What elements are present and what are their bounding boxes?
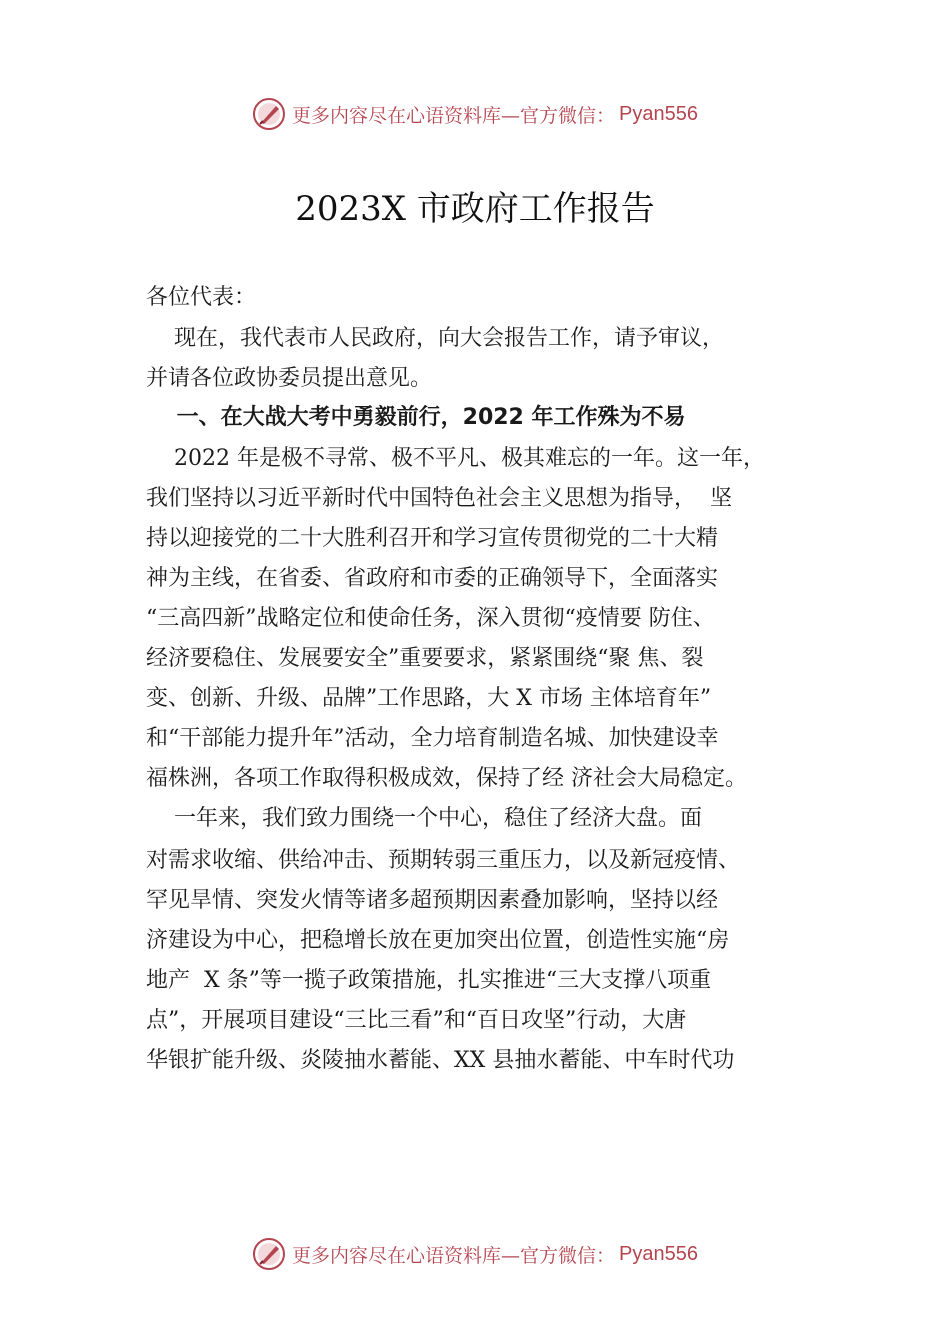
footer-banner: [0, 1234, 950, 1274]
banner-wechat-id: Pyan556: [619, 1242, 698, 1265]
banner-wechat-id: Pyan556: [619, 102, 698, 125]
body-line: 地产 X 条”等一揽子政策措施，扎实推进“三大支撑八项重: [146, 968, 712, 993]
body-line: 我们坚持以习近平新时代中国特色社会主义思想为指导， 坚: [146, 486, 732, 511]
body-line: 变、创新、升级、品牌”工作思路，大 X 市场 主体培育年”: [146, 686, 712, 711]
quill-logo-icon: [252, 97, 286, 131]
body-line: 现在，我代表市人民政府，向大会报告工作，请予审议，: [146, 326, 724, 351]
salutation: 各位代表：: [146, 285, 257, 310]
body-line: 神为主线，在省委、省政府和市委的正确领导下，全面落实: [146, 566, 719, 591]
body-line: 福株洲，各项工作取得积极成效，保持了经 济社会大局稳定。: [146, 766, 747, 791]
banner-text: 更多内容尽在心语资料库—官方微信：: [292, 104, 616, 127]
body-line: 持以迎接党的二十大胜利召开和学习宣传贯彻党的二十大精: [146, 526, 719, 551]
body-line: 经济要稳住、发展要安全”重要要求，紧紧围绕“聚 焦、裂: [146, 646, 704, 671]
page-title: 2023X 市政府工作报告: [295, 189, 655, 229]
body-line: 点”，开展项目建设“三比三看”和“百日攻坚”行动，大唐: [146, 1008, 687, 1033]
section-heading: 一、在大战大考中勇毅前行，2022 年工作殊为不易: [146, 405, 686, 430]
quill-logo-icon: [252, 1237, 286, 1271]
body-line: “三高四新”战略定位和使命任务，深入贯彻“疫情要 防住、: [146, 606, 715, 631]
body-line: 罕见旱情、突发火情等诸多超预期因素叠加影响，坚持以经: [146, 888, 719, 913]
body-line: 一年来，我们致力围绕一个中心，稳住了经济大盘。面: [146, 806, 702, 831]
body-line: 并请各位政协委员提出意见。: [146, 366, 433, 391]
banner-text: 更多内容尽在心语资料库—官方微信：: [292, 1244, 616, 1267]
body-line: 和“干部能力提升年”活动，全力培育制造名城、加快建设幸: [146, 726, 719, 751]
body-line: 2022 年是极不寻常、极不平凡、极其难忘的一年。这一年，: [146, 446, 765, 471]
body-line: 济建设为中心，把稳增长放在更加突出位置，创造性实施“房: [146, 928, 730, 953]
body-line: 对需求收缩、供给冲击、预期转弱三重压力，以及新冠疫情、: [146, 848, 741, 873]
body-line: 华银扩能升级、炎陵抽水蓄能、XX 县抽水蓄能、中车时代功: [146, 1048, 735, 1073]
header-banner: [0, 94, 950, 134]
